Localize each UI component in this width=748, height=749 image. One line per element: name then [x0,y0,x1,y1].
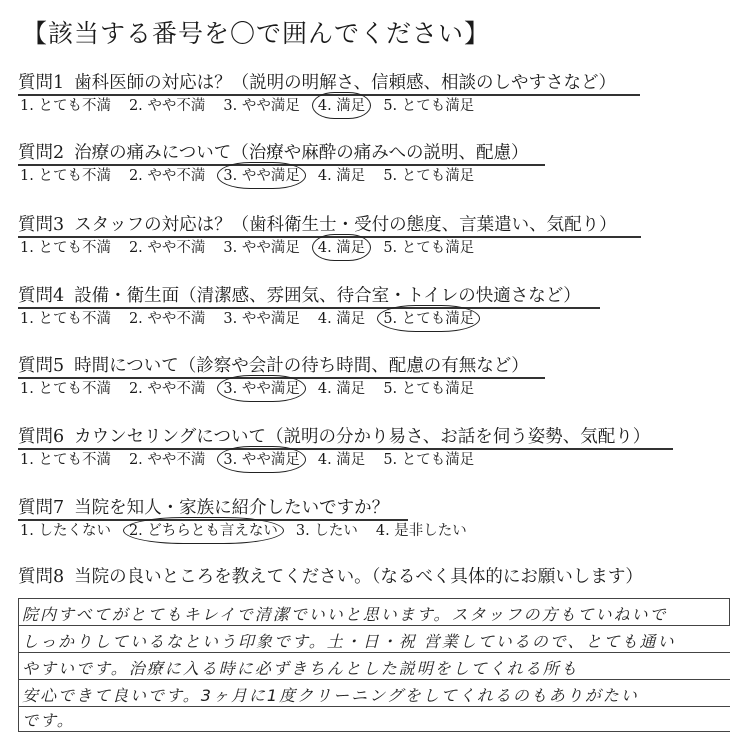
option[interactable]: 2. やや不満 [128,240,206,256]
option[interactable]: 3. したい [295,523,358,539]
option[interactable]: 4. 満足 [317,311,366,327]
question-2 [18,142,728,184]
option[interactable]: 4. 満足 [317,452,366,468]
question-1 [18,72,728,114]
option-circled[interactable]: 3. やや満足 [223,381,300,397]
option[interactable]: 1. とても不満 [20,311,111,327]
option[interactable]: 3. やや満足 [223,240,300,256]
answer-line: やすいです。治療に入る時に必ずきちんとした説明をしてくれる所も [22,659,579,678]
question-3 [18,214,728,256]
options-row [20,451,492,469]
question-text: 設備・衛生面（清潔感、雰囲気、待合室・トイレの快適さなど） [74,286,581,306]
answer-line: です。 [22,711,75,730]
question-label: 質問6 [18,427,65,447]
question-7 [18,497,728,539]
options-row [20,522,485,540]
question-label: 質問2 [18,143,65,163]
answer-box[interactable] [18,598,730,732]
question-text: 当院を知人・家族に紹介したいですか？ [74,498,390,518]
options-row [20,380,492,398]
options-row [20,310,492,328]
options-row [20,239,492,257]
answer-line: しっかりしているなという印象です。土・日・祝 営業しているので、とても通い [22,632,676,651]
option[interactable]: 2. やや不満 [128,381,206,397]
option-circled[interactable]: 3. やや満足 [223,452,300,468]
option[interactable]: 3. やや満足 [223,311,300,327]
option[interactable]: 2. やや不満 [128,98,206,114]
question-label: 質問5 [18,356,65,376]
question-5 [18,355,728,397]
question-text: 治療の痛みについて（治療や麻酔の痛みへの説明、配慮） [74,143,529,163]
question-text: 歯科医師の対応は？（説明の明解さ、信頼感、相談のしやすさなど） [74,73,616,93]
question-text: スタッフの対応は？（歯科衛生士・受付の態度、言葉遣い、気配り） [74,215,617,235]
question-label: 質問7 [18,498,65,518]
question-label: 質問4 [18,286,65,306]
question-underline [18,448,673,450]
option[interactable]: 2. やや不満 [128,311,206,327]
option-circled[interactable]: 5. とても満足 [383,311,475,327]
question-4 [18,285,728,327]
option[interactable]: 5. とても満足 [383,98,475,114]
question-6 [18,426,728,468]
option[interactable]: 1. したくない [20,523,111,539]
question-label: 質問8 [18,567,65,587]
option[interactable]: 1. とても不満 [20,98,111,114]
question-label: 質問1 [18,73,65,93]
option[interactable]: 1. とても不満 [20,240,111,256]
option[interactable]: 1. とても不満 [20,381,111,397]
options-row [20,167,492,185]
answer-line: 院内すべてがとてもキレイで清潔でいいと思います。スタッフの方もていねいで [22,605,668,624]
option-circled[interactable]: 3. やや満足 [223,168,300,184]
option[interactable]: 5. とても満足 [383,240,475,256]
option-circled[interactable]: 4. 満足 [317,98,366,114]
option[interactable]: 4. 是非したい [375,523,467,539]
option-circled[interactable]: 4. 満足 [317,240,366,256]
option[interactable]: 1. とても不満 [20,168,111,184]
option-circled[interactable]: 2. どちらとも言えない [128,523,278,539]
option[interactable]: 4. 満足 [317,168,366,184]
page-title: 【該当する番号を〇で囲んでください】 [22,19,491,48]
options-row [20,97,492,115]
question-underline [18,307,600,309]
option[interactable]: 5. とても満足 [383,168,475,184]
question-text: カウンセリングについて（説明の分かり易さ、お話を伺う姿勢、気配り） [74,427,651,447]
question-label: 質問3 [18,215,65,235]
option[interactable]: 5. とても満足 [383,381,475,397]
answer-line: 安心できて良いです。3ヶ月に1度クリーニングをしてくれるのもありがたい [22,686,639,705]
option[interactable]: 5. とても満足 [383,452,475,468]
option[interactable]: 2. やや不満 [128,452,206,468]
option[interactable]: 4. 満足 [317,381,366,397]
option[interactable]: 3. やや満足 [223,98,300,114]
question-text: 時間について（診察や会計の待ち時間、配慮の有無など） [74,356,529,376]
option[interactable]: 2. やや不満 [128,168,206,184]
option[interactable]: 1. とても不満 [20,452,111,468]
question-text: 当院の良いところを教えてください。（なるべく具体的にお願いします） [74,567,643,587]
question-8 [18,566,738,588]
